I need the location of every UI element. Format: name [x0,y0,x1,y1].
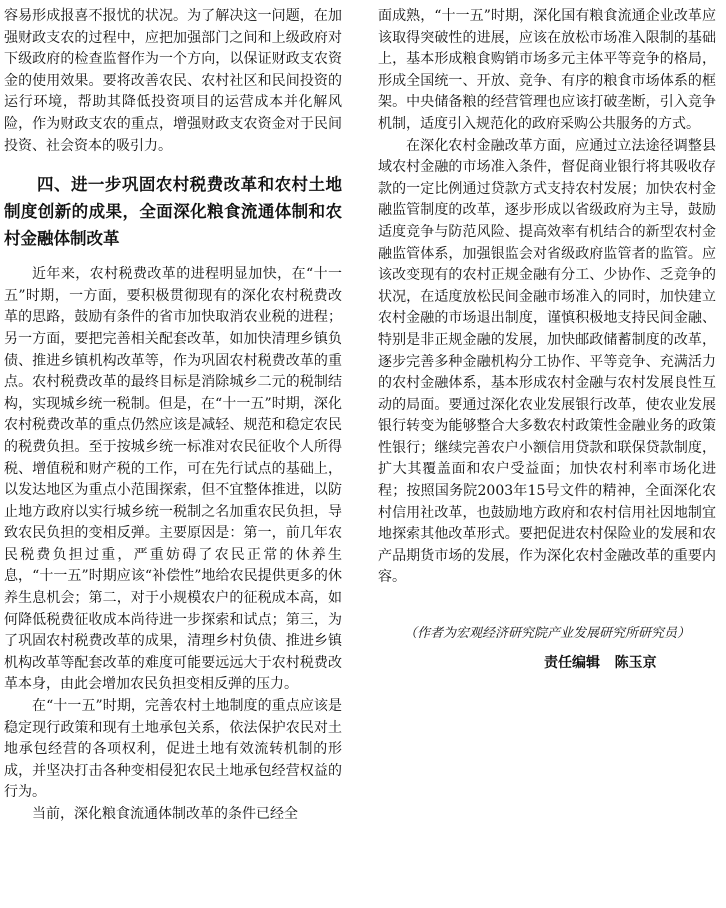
right-column [378,6,716,675]
paragraph-continued: 容易形成报喜不报忧的状况。为了解决这一问题，在加强财政支农的过程中，应把加强部门之间和上级政府对下级政府的检查监督作为一个方向，以保证财政支农资金的使用效果。要将改善农民、农村社区和民间投资的运行环境，帮助其降低投资项目的运营成本并化解风险，作为财政支农的重点，增强财政支农资金对于民间投资、社会资本的吸引力。 [4,8,342,154]
paragraph-grain-continued: 面成熟，“十一五”时期，深化国有粮食流通企业改革应该取得突破性的进展，应该在放松市场准入限制的基础上，基本形成粮食购销市场多元主体平等竞争的格局，形成全国统一、开放、竞争、有序的粮食市场体系的框架。中央储备粮的经营管理也应该打破垄断，引入竞争机制，适度引入规范化的政府采购公共服务的方式。 [378,8,716,132]
paragraph-rural-finance: 在深化农村金融改革方面，应通过立法途径调整县域农村金融的市场准入条件，督促商业银行将其吸收存款的一定比例通过贷款方式支持农村发展；加快农村金融监管制度的改革，逐步形成以省级政府为主导，鼓励适度竞争与防范风险、提高效率有机结合的新型农村金融监管体系，加强银监会对省级政府监管者的监管。应该改变现有的农村正规金融有分工、少协作、乏竞争的状况，在适度放松民间金融市场准入的同时，加快建立农村金融的市场退出制度，谨慎积极地支持民间金融、特别是非正规金融的发展，加快邮政储蓄制度的改革，逐步完善多种金融机构分工协作、平等竞争、充满活力的农村金融体系，基本形成农村金融与农村发展良性互动的局面。要通过深化农业发展银行改革，使农业发展银行转变为能够整合大多数农村政策性金融业务的政策性银行；继续完善农户小额信用贷款和联保贷款制度，扩大其覆盖面和农户受益面；加快农村利率市场化进程；按照国务院2003年15号文件的精神，全面深化农村信用社改革，也鼓励地方政府和农村信用社因地制宜地探索其他改革形式。要把促进农村保险业的发展和农产品期货市场的发展，作为深化农村金融改革的重要内容。 [378,137,716,586]
left-column [4,6,342,826]
editor-credit [378,653,716,675]
paragraph-land-system: 在“十一五”时期，完善农村土地制度的重点应该是稳定现行政策和现有土地承包关系，依法保护农民对土地承包经营的各项权利，促进土地有效流转机制的形成，并坚决打击各种变相侵犯农民土地承包经营权益的行为。 [4,698,342,801]
editor-label: 责任编辑 [544,655,600,672]
paragraph-tax-reform: 近年来，农村税费改革的进程明显加快，在“十一五”时期，一方面，要积极贯彻现有的深化农村税费改革的思路，鼓励有条件的省市加快取消农业税的进程；另一方面，要把完善相关配套改革，如加快清理乡镇负债、推进乡镇机构改革等，作为巩固农村税费改革的重点。农村税费改革的最终目标是消除城乡二元的税制结构，实现城乡统一税制。但是，在“十一五”时期，深化农村税费改革的重点仍然应该是减轻、规范和稳定农民的税费负担。至于按城乡统一标准对农民征收个人所得税、增值税和财产税的工作，可在先行试点的基础上，以发达地区为重点小范围探索，但不宜整体推进，以防止地方政府以实行城乡统一税制之名加重农民负担，导致农民负担的变相反弹。主要原因是：第一，前几年农民税费负担过重，严重妨碍了农民正常的休养生息，“十一五”时期应该“补偿性”地给农民提供更多的休养生息机会；第二，对于小规模农户的征税成本高，如何降低税费征收成本尚待进一步探索和试点；第三，为了巩固农村税费改革的成果，清理乡村负债、推进乡镇机构改革等配套改革的难度可能要远远大于农村税费改革本身，由此会增加农民负担变相反弹的压力。 [4,266,342,693]
paragraph-grain-circulation: 当前，深化粮食流通体制改革的条件已经全 [32,806,298,822]
editor-name: 陈玉京 [614,655,657,672]
author-note: （作者为宏观经济研究院产业发展研究所研究员） [404,626,691,642]
section-heading: 四、进一步巩固农村税费改革和农村土地制度创新的成果，全面深化粮食流通体制和农村金融体制改革 [4,175,342,249]
